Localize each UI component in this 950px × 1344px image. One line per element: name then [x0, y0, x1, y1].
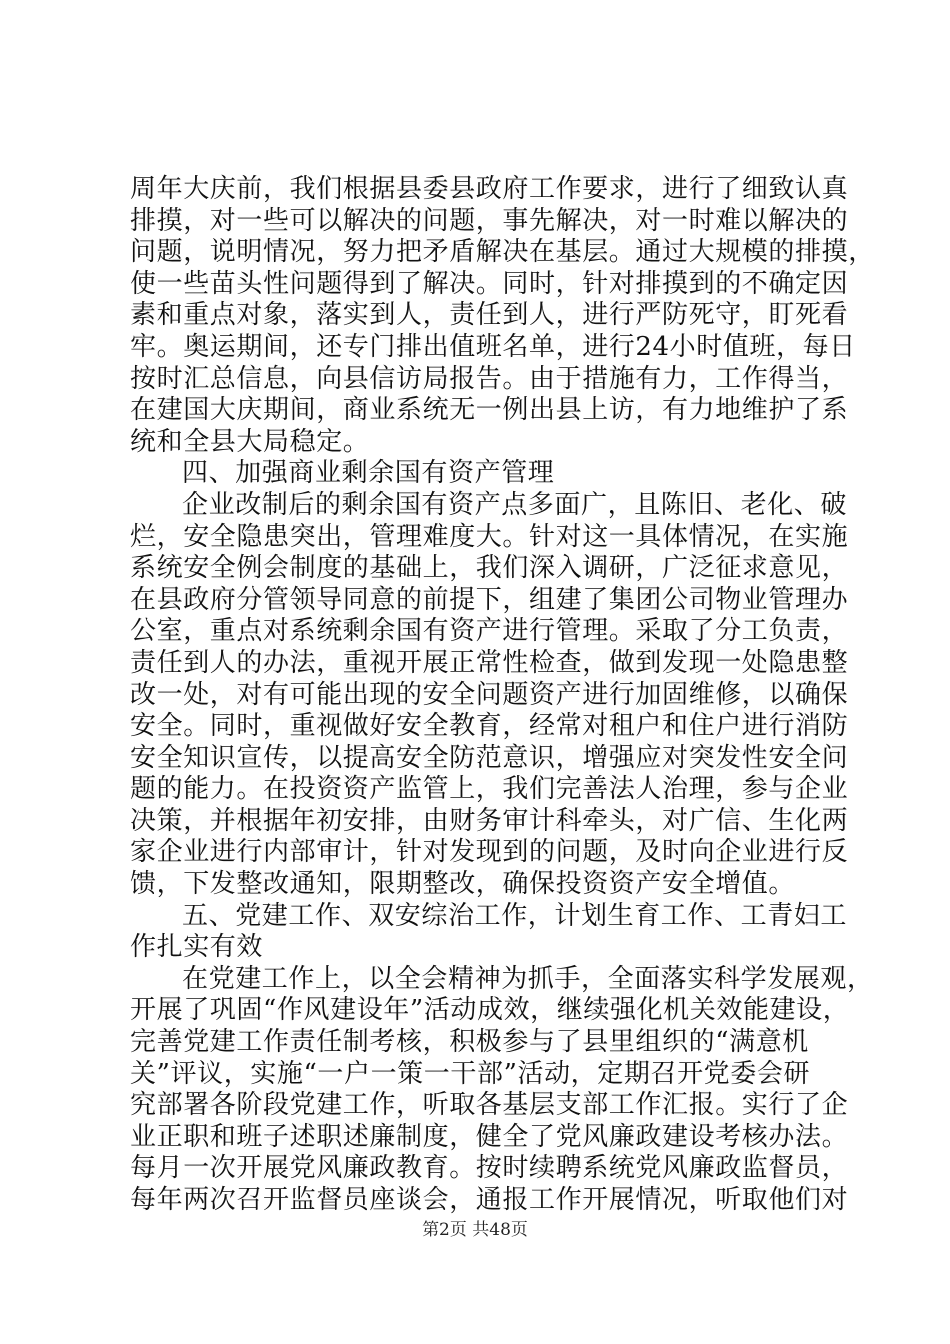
text-line: 企业改制后的剩余国有资产点多面广，且陈旧、老化、破 [182, 489, 848, 520]
text-line: 决策，并根据年初安排，由财务审计科牵头，对广信、生化两 [130, 805, 849, 836]
text-line: 统和全县大局稳定。 [130, 426, 370, 457]
text-line: 关”评议，实施“一户一策一干部”活动，定期召开党委会研 [130, 1058, 811, 1089]
text-line: 题的能力。在投资资产监管上，我们完善法人治理，参与企业 [130, 774, 849, 805]
text-line: 素和重点对象，落实到人，责任到人，进行严防死守，盯死看 [130, 300, 849, 331]
text-line: 究部署各阶段党建工作，听取各基层支部工作汇报。实行了企 [130, 1090, 849, 1121]
document-body [130, 174, 875, 1217]
text-line: 作扎实有效 [130, 932, 264, 963]
text-line: 改一处，对有可能出现的安全问题资产进行加固维修，以确保 [130, 679, 849, 710]
text-line: 开展了巩固“作风建设年”活动成效，继续强化机关效能建设， [130, 995, 850, 1026]
text-line: 排摸，对一些可以解决的问题，事先解决，对一时难以解决的 [130, 205, 849, 236]
text-line: 安全知识宣传，以提高安全防范意识，增强应对突发性安全问 [130, 742, 849, 773]
text-line: 每年两次召开监督员座谈会，通报工作开展情况，听取他们对 [130, 1185, 849, 1215]
text-line: 在党建工作上，以全会精神为抓手，全面落实科学发展观， [182, 963, 874, 994]
text-line: 四、加强商业剩余国有资产管理 [182, 458, 555, 489]
text-line: 使一些苗头性问题得到了解决。同时，针对排摸到的不确定因 [130, 268, 849, 299]
text-line: 公室，重点对系统剩余国有资产进行管理。采取了分工负责， [130, 616, 849, 647]
page-footer: 第2页 共48页 [422, 1220, 528, 1240]
text-line: 安全。同时，重视做好安全教育，经常对租户和住户进行消防 [130, 711, 849, 742]
text-line: 周年大庆前，我们根据县委县政府工作要求，进行了细致认真 [130, 174, 849, 204]
text-line: 责任到人的办法，重视开展正常性检查，做到发现一处隐患整 [130, 647, 849, 678]
text-line: 按时汇总信息，向县信访局报告。由于措施有力，工作得当， [130, 363, 849, 394]
text-line: 家企业进行内部审计，针对发现到的问题，及时向企业进行反 [130, 837, 849, 868]
text-line: 业正职和班子述职述廉制度，健全了党风廉政建设考核办法。 [130, 1121, 849, 1152]
text-line: 馈，下发整改通知，限期整改，确保投资资产安全增值。 [130, 869, 796, 900]
text-line: 在建国大庆期间，商业系统无一例出县上访，有力地维护了系 [130, 395, 849, 426]
text-line: 问题，说明情况，努力把矛盾解决在基层。通过大规模的排摸， [130, 237, 875, 268]
text-line: 烂，安全隐患突出，管理难度大。针对这一具体情况，在实施 [130, 521, 849, 552]
text-line: 系统安全例会制度的基础上，我们深入调研，广泛征求意见， [130, 553, 849, 584]
text-line: 五、党建工作、双安综治工作，计划生育工作、工青妇工 [182, 900, 848, 931]
text-line: 在县政府分管领导同意的前提下，组建了集团公司物业管理办 [130, 584, 849, 615]
text-line: 每月一次开展党风廉政教育。按时续聘系统党风廉政监督员， [130, 1153, 849, 1184]
text-line: 完善党建工作责任制考核，积极参与了县里组织的“满意机 [130, 1027, 809, 1058]
text-line: 牢。奥运期间，还专门排出值班名单，进行24小时值班，每日 [130, 331, 856, 362]
